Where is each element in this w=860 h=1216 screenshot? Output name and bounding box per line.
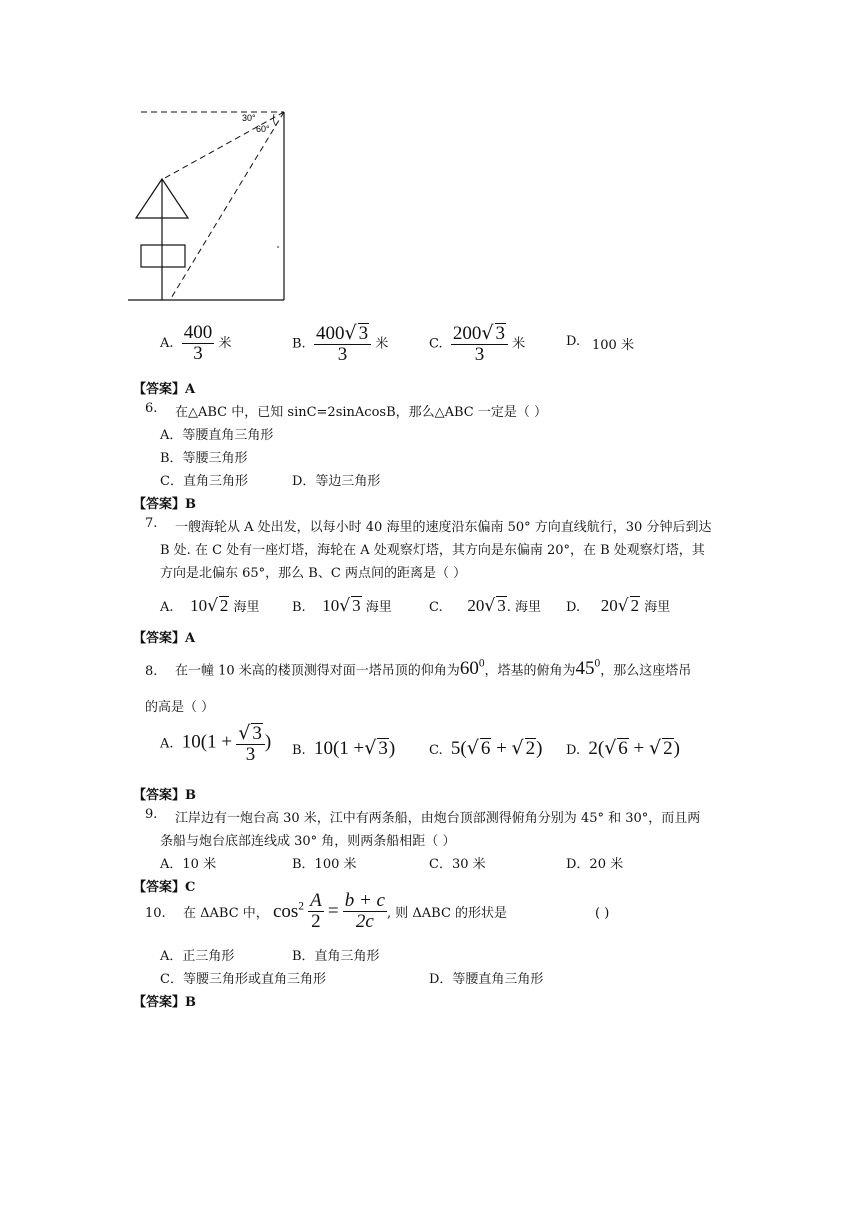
q7-option-c: C. 20√ 3. 海里 (429, 596, 542, 616)
q10-option-c: C．等腰三角形或直角三角形 (160, 972, 326, 987)
q6-number: 6. (145, 401, 158, 416)
q7-stem-line3: 方向是北偏东 65°，那么 B、C 两点间的距离是（ ） (160, 566, 467, 581)
figure-angle-60: 60° (256, 124, 270, 134)
q10-option-a: A．正三角形 (160, 949, 235, 964)
q8-option-a: A. 10(1 + $\frac{√ 3}{3}$ ) (160, 722, 272, 765)
q6-answer: 【答案】B (133, 497, 196, 512)
q5-option-d: 100 米 (592, 338, 634, 353)
q9-option-d: D．20 米 (566, 857, 624, 872)
q5-option-d-letter: D. (566, 334, 581, 349)
q7-stem-line1: 一艘海轮从 A 处出发，以每小时 40 海里的速度沿东偏南 50° 方向直线航行，30 分钟后到达 (175, 520, 712, 535)
q10-answer: 【答案】B (133, 995, 196, 1010)
q7-option-d: D. 20√ 2 海里 (566, 596, 671, 616)
q7-answer: 【答案】A (133, 631, 196, 646)
q6-option-b: B．等腰三角形 (160, 451, 248, 466)
q5-option-c: C. $\frac{200√ 3}{3}$ 米 (429, 322, 526, 365)
q10-option-b: B．直角三角形 (292, 949, 380, 964)
q10-option-d: D．等腰直角三角形 (429, 972, 544, 987)
tower-crane-figure (126, 104, 291, 304)
q6-option-a: A．等腰直角三角形 (160, 428, 274, 443)
q10-stem: 在 ΔABC 中， $\cos^2$ $\frac{A}{2}$ = $\frac{b + c}{2c}$ , 则 ΔABC 的形状是 (183, 890, 508, 932)
q8-answer: 【答案】B (133, 788, 196, 803)
q6-stem: 在△ABC 中，已知 sinC=2sinAcosB，那么△ABC 一定是（ ） (175, 405, 548, 420)
q9-option-c: C．30 米 (429, 857, 486, 872)
q7-number: 7. (145, 516, 158, 531)
q10-paren: ( ) (595, 906, 610, 921)
q5-answer: 【答案】A (133, 382, 196, 397)
figure-angle-30: 30° (242, 113, 256, 123)
q7-option-b: B. 10√ 3 海里 (292, 596, 392, 616)
q9-stem-line2: 条船与炮台底部连线成 30° 角，则两条船相距（ ） (160, 834, 456, 849)
q8-option-b: B. 10(1 +√ 3) (292, 737, 396, 759)
q9-answer: 【答案】C (133, 880, 196, 895)
q7-option-a: A. 10√ 2 海里 (160, 596, 260, 616)
q6-option-c: C．直角三角形 (160, 474, 248, 489)
q9-number: 9. (145, 807, 158, 822)
q9-stem-line1: 江岸边有一炮台高 30 米，江中有两条船，由炮台顶部测得俯角分别为 45° 和 30°，而且两 (175, 811, 701, 826)
q10-number: 10. (145, 906, 166, 921)
q8-stem-line1: 在一幢 10 米高的楼顶测得对面一塔吊顶的仰角为$60^0$，塔基的俯角为$45^0$，那么这座塔吊 (175, 658, 692, 680)
q8-option-c: C. 5(√ 6 + √ 2) (429, 737, 543, 759)
q8-option-d: D. 2(√ 6 + √ 2) (566, 737, 680, 759)
q6-option-d: D．等边三角形 (292, 474, 381, 489)
q9-option-b: B．100 米 (292, 857, 357, 872)
q5-option-a: A. $\frac{400}{3}$ 米 (160, 322, 232, 364)
q9-option-a: A．10 米 (160, 857, 217, 872)
q7-stem-line2: B 处. 在 C 处有一座灯塔，海轮在 A 处观察灯塔，其方向是东偏南 20°，在 B 处观察灯塔，其 (160, 543, 705, 558)
q5-option-b: B. $\frac{400√ 3}{3}$ 米 (292, 322, 389, 365)
q8-number: 8. (145, 664, 158, 679)
q8-stem-line2: 的高是（ ） (145, 700, 215, 715)
